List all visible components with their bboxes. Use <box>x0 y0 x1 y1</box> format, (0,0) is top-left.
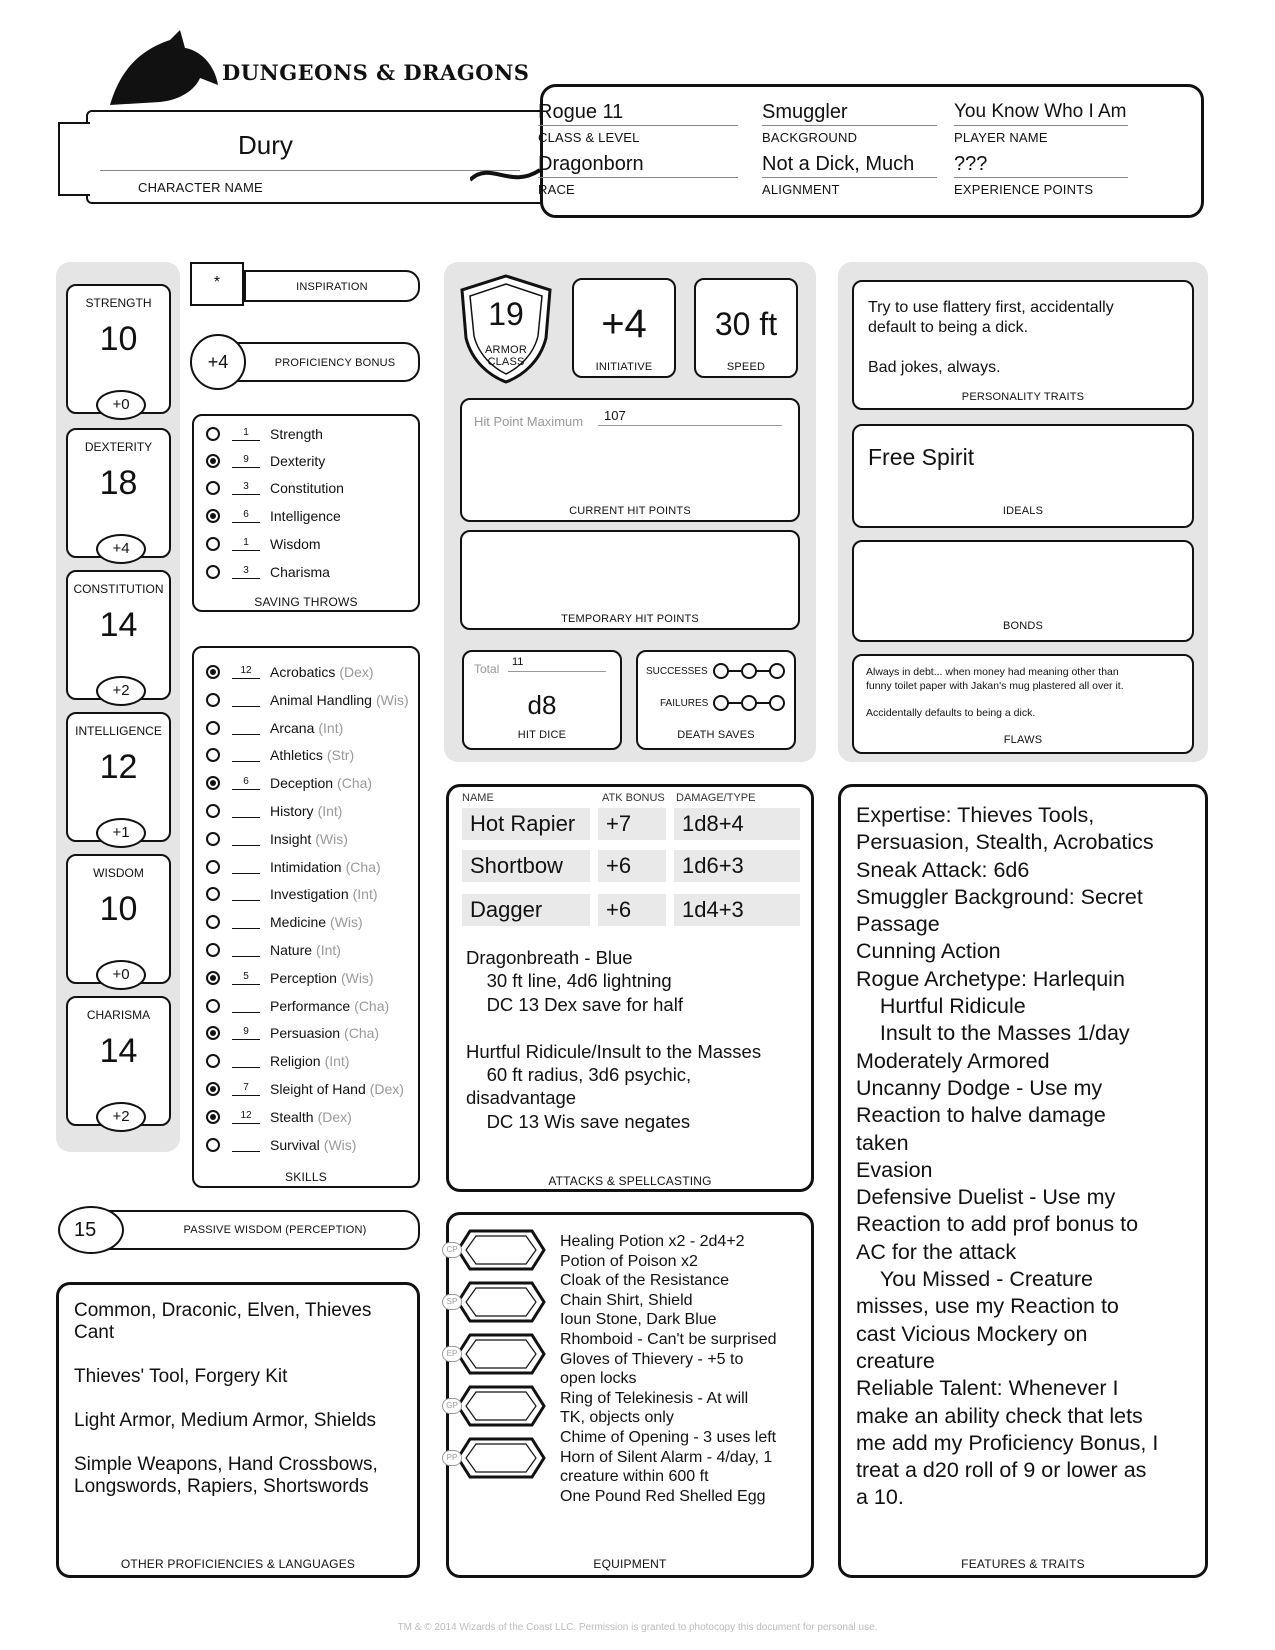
skill-name: Intimidation <box>270 858 342 875</box>
current-hp-label: CURRENT HIT POINTS <box>569 505 691 517</box>
proficiency-dot[interactable] <box>206 454 220 468</box>
player-name-label: PLAYER NAME <box>954 130 1048 145</box>
coin-hex-icon <box>456 1436 546 1480</box>
coin-label: SP <box>442 1294 462 1310</box>
skill-name: Insight <box>270 830 312 847</box>
skill-row[interactable] <box>206 718 343 738</box>
skill-name: Persuasion <box>270 1025 341 1042</box>
bonds-label: BONDS <box>1002 620 1044 632</box>
skill-bonus <box>232 999 260 1013</box>
race-field <box>538 150 738 197</box>
skill-attribute: (Int) <box>324 1053 350 1070</box>
skill-row[interactable] <box>206 857 381 877</box>
hit-dice-label: HIT DICE <box>517 729 567 741</box>
death-saves-label: DEATH SAVES <box>677 729 755 741</box>
serpent-tail-icon <box>470 150 540 190</box>
skill-row[interactable] <box>206 1051 349 1071</box>
attack-bonus[interactable]: +7 <box>598 808 666 840</box>
equipment-text[interactable]: Healing Potion x2 - 2d4+2 Potion of Poison x2 Cloak of the Resistance Chain Shirt, Shield Ioun Stone, Dark Blue Rhomboid - Can't be surprised Gloves of Thievery - +5 to open locks Ring of Telekinesis - At will TK, objects only Chime of Opening - 3 uses left Horn of Silent Alarm - 4/day, 1 creature within 600 ft One Pound Red Shelled Egg <box>560 1233 777 1505</box>
skill-row[interactable] <box>206 1023 379 1043</box>
ability-modifier[interactable]: +0 <box>96 390 146 420</box>
ability-modifier[interactable]: +2 <box>96 676 146 706</box>
proficiency-dot[interactable] <box>206 943 220 957</box>
ability-score[interactable]: 12 <box>99 748 138 786</box>
ability-modifier[interactable]: +1 <box>96 818 146 848</box>
class-level-field <box>538 98 738 145</box>
skill-name: Investigation <box>270 886 349 903</box>
player-name-value[interactable]: You Know Who I Am <box>954 98 1128 126</box>
ideals-label: IDEALS <box>1002 505 1044 517</box>
character-name-label: CHARACTER NAME <box>138 180 263 195</box>
proficiency-dot[interactable] <box>206 481 220 495</box>
copyright-footer: TM & © 2014 Wizards of the Coast LLC. Permission is granted to photocopy this document for personal use. <box>397 1622 878 1633</box>
skill-bonus: 12 <box>232 1110 260 1124</box>
ability-intelligence <box>66 712 171 842</box>
save-name: Intelligence <box>270 508 341 524</box>
ability-score[interactable]: 14 <box>99 1032 138 1070</box>
attack-name[interactable]: Dagger <box>462 894 590 926</box>
armor-class-value[interactable]: 19 <box>488 296 524 332</box>
proficiency-bonus-value[interactable]: +4 <box>190 334 246 390</box>
xp-value[interactable]: ??? <box>954 150 1128 178</box>
proficiency-dot[interactable] <box>206 427 220 441</box>
skill-attribute: (Int) <box>352 886 378 903</box>
passive-wisdom-value[interactable]: 15 <box>58 1206 124 1254</box>
coin-label: GP <box>442 1398 462 1414</box>
proficiency-dot[interactable] <box>206 565 220 579</box>
flaws-text[interactable]: Always in debt... when money had meaning other than funny toilet paper with Jakan's mug plastered all over it. Accidentally defaults to being a dick. <box>866 666 1124 719</box>
ability-score[interactable]: 18 <box>99 464 138 502</box>
coin-field[interactable] <box>446 1228 546 1272</box>
skill-row[interactable] <box>206 690 409 710</box>
class-level-value[interactable]: Rogue 11 <box>538 98 738 126</box>
skill-bonus <box>232 943 260 957</box>
inspiration-box[interactable]: * <box>190 262 244 306</box>
passive-wisdom-label: PASSIVE WISDOM (PERCEPTION) <box>183 1224 367 1236</box>
equipment-label: EQUIPMENT <box>593 1557 667 1571</box>
skill-attribute: (Str) <box>326 747 355 764</box>
hit-dice-total-label: Total <box>474 662 500 676</box>
save-name: Strength <box>270 426 323 442</box>
character-name-underline <box>100 170 520 171</box>
player-name-field <box>954 98 1128 145</box>
coin-hex-icon <box>456 1280 546 1324</box>
skill-row[interactable] <box>206 662 374 682</box>
ability-charisma <box>66 996 171 1126</box>
save-name: Wisdom <box>270 536 321 552</box>
xp-label: EXPERIENCE POINTS <box>954 182 1094 197</box>
skill-attribute: (Int) <box>317 803 343 819</box>
attacks-col-name: NAME <box>462 792 494 804</box>
save-bonus: 9 <box>232 454 260 468</box>
skill-name: Animal Handling <box>270 691 372 708</box>
skill-bonus <box>232 693 260 707</box>
ability-name: WISDOM <box>93 866 144 880</box>
proficiency-label: PROFICIENCY BONUS <box>274 357 396 369</box>
skill-bonus: 7 <box>232 1082 260 1096</box>
proficiency-dot[interactable] <box>206 665 220 679</box>
save-name: Charisma <box>270 564 330 580</box>
skill-name: Sleight of Hand <box>270 1081 366 1097</box>
proficiency-dot[interactable] <box>206 748 220 762</box>
skill-row[interactable] <box>206 884 378 904</box>
save-name: Dexterity <box>270 453 326 469</box>
skill-row[interactable] <box>206 940 341 960</box>
proficiency-dot[interactable] <box>206 1082 220 1096</box>
skill-name: Acrobatics <box>270 664 336 680</box>
class-level-label: CLASS & LEVEL <box>538 130 640 145</box>
skill-name: Medicine <box>270 914 327 931</box>
save-intelligence[interactable] <box>206 506 341 526</box>
skills-label: SKILLS <box>285 1170 327 1184</box>
coin-label: CP <box>442 1242 462 1258</box>
ability-name: INTELLIGENCE <box>75 724 162 738</box>
skill-attribute: (Wis) <box>340 969 374 986</box>
speed-label: SPEED <box>726 361 766 373</box>
save-bonus: 3 <box>232 565 260 579</box>
skill-bonus <box>232 832 260 846</box>
saving-throws-label: SAVING THROWS <box>254 595 358 609</box>
skill-name: Performance <box>270 997 351 1014</box>
save-bonus: 1 <box>232 427 260 441</box>
coin-field[interactable] <box>446 1384 546 1428</box>
skill-name: Survival <box>270 1136 320 1153</box>
ability-modifier[interactable]: +4 <box>96 534 146 564</box>
skill-row[interactable] <box>206 773 372 793</box>
skill-attribute: (Dex) <box>369 1081 404 1097</box>
skill-bonus <box>232 748 260 762</box>
race-value[interactable]: Dragonborn <box>538 150 738 178</box>
skill-bonus <box>232 915 260 929</box>
armor-class-label-2: CLASS <box>487 356 525 368</box>
attack-damage[interactable]: 1d4+3 <box>674 894 800 926</box>
successes-label: SUCCESSES <box>646 666 708 677</box>
proficiencies-label: OTHER PROFICIENCIES & LANGUAGES <box>120 1557 356 1571</box>
features-label: FEATURES & TRAITS <box>961 1557 1085 1571</box>
personality-text[interactable]: Try to use flattery first, accidentally default to being a dick. Bad jokes, always. <box>868 299 1114 376</box>
temp-hp-label: TEMPORARY HIT POINTS <box>561 613 699 625</box>
proficiency-dot[interactable] <box>206 721 220 735</box>
proficiency-dot[interactable] <box>206 804 220 818</box>
background-field <box>762 98 937 145</box>
skill-bonus <box>232 804 260 818</box>
proficiencies-text[interactable]: Common, Draconic, Elven, Thieves Cant Thieves' Tool, Forgery Kit Light Armor, Medium Armor, Shields Simple Weapons, Hand Crossbows, Longswords, Rapiers, Shortswords <box>74 1300 378 1497</box>
ability-name: CHARISMA <box>86 1008 151 1022</box>
ability-dexterity <box>66 428 171 558</box>
skill-bonus <box>232 860 260 874</box>
ability-score[interactable]: 10 <box>99 890 138 928</box>
race-label: RACE <box>538 182 575 197</box>
ability-strength <box>66 284 171 414</box>
proficiency-dot[interactable] <box>206 537 220 551</box>
attack-damage[interactable]: 1d8+4 <box>674 808 800 840</box>
proficiency-dot[interactable] <box>206 971 220 985</box>
armor-class-label-1: ARMOR <box>485 344 527 356</box>
save-charisma[interactable] <box>206 562 330 582</box>
save-wisdom[interactable] <box>206 534 321 554</box>
skill-attribute: (Cha) <box>344 1025 380 1042</box>
skill-name: Deception <box>270 775 334 792</box>
skill-attribute: (Dex) <box>339 664 374 680</box>
ability-wisdom <box>66 854 171 984</box>
proficiency-dot[interactable] <box>206 887 220 901</box>
coin-label: EP <box>442 1346 462 1362</box>
coin-hex-icon <box>456 1228 546 1272</box>
skill-bonus: 6 <box>232 776 260 790</box>
save-bonus: 6 <box>232 509 260 523</box>
proficiency-dot[interactable] <box>206 915 220 929</box>
save-dexterity[interactable] <box>206 451 325 471</box>
failure-checkboxes[interactable] <box>712 694 786 712</box>
skill-bonus <box>232 1138 260 1152</box>
ability-constitution <box>66 570 171 700</box>
attacks-col-damage: DAMAGE/TYPE <box>676 792 756 804</box>
coin-field[interactable] <box>446 1436 546 1480</box>
skill-name: Religion <box>270 1053 321 1070</box>
attack-name[interactable]: Shortbow <box>462 850 590 882</box>
skill-row[interactable] <box>206 829 348 849</box>
skill-row[interactable] <box>206 912 363 932</box>
skill-bonus <box>232 721 260 735</box>
attacks-label: ATTACKS & SPELLCASTING <box>548 1174 712 1188</box>
proficiency-dot[interactable] <box>206 860 220 874</box>
save-constitution[interactable] <box>206 478 344 498</box>
ideals-text[interactable]: Free Spirit <box>868 444 975 470</box>
save-strength[interactable] <box>206 424 323 444</box>
inspiration-label: INSPIRATION <box>296 281 368 293</box>
proficiency-dot[interactable] <box>206 1026 220 1040</box>
attacks-col-bonus: ATK BONUS <box>602 792 665 804</box>
flaws-label: FLAWS <box>1003 734 1043 746</box>
coin-field[interactable] <box>446 1332 546 1376</box>
skill-attribute: (Cha) <box>354 997 390 1014</box>
proficiency-dot[interactable] <box>206 509 220 523</box>
skill-attribute: (Cha) <box>345 858 381 875</box>
skill-attribute: (Dex) <box>317 1108 352 1125</box>
ability-modifier[interactable]: +2 <box>96 1102 146 1132</box>
skill-name: Athletics <box>270 747 323 764</box>
background-value[interactable]: Smuggler <box>762 98 937 126</box>
skill-attribute: (Wis) <box>375 691 409 708</box>
skill-bonus: 9 <box>232 1026 260 1040</box>
failures-label: FAILURES <box>660 698 709 709</box>
save-bonus: 3 <box>232 481 260 495</box>
hit-dice-total-value[interactable]: 11 <box>508 656 606 672</box>
hit-dice-value[interactable]: d8 <box>527 690 557 720</box>
speed-value[interactable]: 30 ft <box>714 306 778 342</box>
skill-attribute: (Wis) <box>330 914 363 931</box>
proficiency-dot[interactable] <box>206 693 220 707</box>
skill-bonus <box>232 1054 260 1068</box>
attack-bonus[interactable]: +6 <box>598 894 666 926</box>
dragon-logo-icon <box>100 30 220 110</box>
skill-row[interactable] <box>206 801 342 821</box>
skill-attribute: (Int) <box>316 942 341 958</box>
attacks-notes[interactable]: Dragonbreath - Blue 30 ft line, 4d6 lightning DC 13 Dex save for half Hurtful Ridicule/Insult to the Masses 60 ft radius, 3d6 psychic, disadvantage DC 13 Wis save negates <box>466 947 762 1132</box>
background-label: BACKGROUND <box>762 130 858 145</box>
save-name: Constitution <box>270 480 344 496</box>
initiative-value[interactable]: +4 <box>601 302 647 346</box>
hp-max-label: Hit Point Maximum <box>474 414 584 429</box>
coin-label: PP <box>442 1450 462 1466</box>
xp-field <box>954 150 1128 197</box>
personality-label: PERSONALITY TRAITS <box>961 391 1085 403</box>
proficiency-dot[interactable] <box>206 776 220 790</box>
alignment-value[interactable]: Not a Dick, Much <box>762 150 937 178</box>
character-name[interactable]: Dury <box>238 130 293 160</box>
features-text[interactable]: Expertise: Thieves Tools, Persuasion, Stealth, Acrobatics Sneak Attack: 6d6 Smuggler Background: Secret Passage Cunning Action Rogue Archetype: Harlequin Hurtful Ridicule Insult to the Masses 1/day Moderately Armored Uncanny Dodge - Use my Reaction to halve damage taken Evasion Defensive Duelist - Use my Reaction to add prof bonus to AC for the attack You Missed - Creature misses, use my Reaction to cast Vicious Mockery on creature Reliable Talent: Whenever I make an ability check that lets me add my Proficiency Bonus, I treat a d20 roll of 9 or lower as a 10. <box>856 803 1159 1510</box>
skill-bonus: 12 <box>232 665 260 679</box>
skill-bonus: 5 <box>232 971 260 985</box>
ability-name: CONSTITUTION <box>73 582 164 596</box>
skill-name: Arcana <box>270 719 315 736</box>
initiative-label: INITIATIVE <box>595 361 653 373</box>
skill-name: Perception <box>270 969 337 986</box>
proficiency-dot[interactable] <box>206 832 220 846</box>
coin-hex-icon <box>456 1384 546 1428</box>
ability-modifier[interactable]: +0 <box>96 960 146 990</box>
skill-row[interactable] <box>206 1079 404 1099</box>
ability-score[interactable]: 14 <box>99 606 138 644</box>
skill-attribute: (Wis) <box>323 1136 357 1153</box>
proficiency-dot[interactable] <box>206 1138 220 1152</box>
skill-bonus <box>232 887 260 901</box>
proficiency-dot[interactable] <box>206 1110 220 1124</box>
logo-text: DUNGEONS & DRAGONS <box>222 60 530 85</box>
skill-name: Nature <box>270 942 313 958</box>
skill-name: History <box>270 803 314 819</box>
hp-max-value[interactable]: 107 <box>598 408 782 426</box>
coin-field[interactable] <box>446 1280 546 1324</box>
skill-attribute: (Int) <box>318 719 344 736</box>
skill-row[interactable] <box>206 996 389 1016</box>
attack-name[interactable]: Hot Rapier <box>462 808 590 840</box>
alignment-label: ALIGNMENT <box>762 182 840 197</box>
skill-row[interactable] <box>206 1107 352 1127</box>
proficiency-dot[interactable] <box>206 999 220 1013</box>
skill-name: Stealth <box>270 1108 314 1125</box>
alignment-field <box>762 150 937 197</box>
skill-attribute: (Wis) <box>315 830 348 847</box>
ability-name: DEXTERITY <box>84 440 153 454</box>
attack-bonus[interactable]: +6 <box>598 850 666 882</box>
skill-row[interactable] <box>206 968 374 988</box>
skill-row[interactable] <box>206 745 354 765</box>
coin-hex-icon <box>456 1332 546 1376</box>
attack-damage[interactable]: 1d6+3 <box>674 850 800 882</box>
ability-name: STRENGTH <box>85 296 152 310</box>
proficiency-dot[interactable] <box>206 1054 220 1068</box>
success-checkboxes[interactable] <box>712 662 786 680</box>
skill-attribute: (Cha) <box>337 775 373 792</box>
skill-row[interactable] <box>206 1135 356 1155</box>
ability-score[interactable]: 10 <box>99 320 138 358</box>
save-bonus: 1 <box>232 537 260 551</box>
